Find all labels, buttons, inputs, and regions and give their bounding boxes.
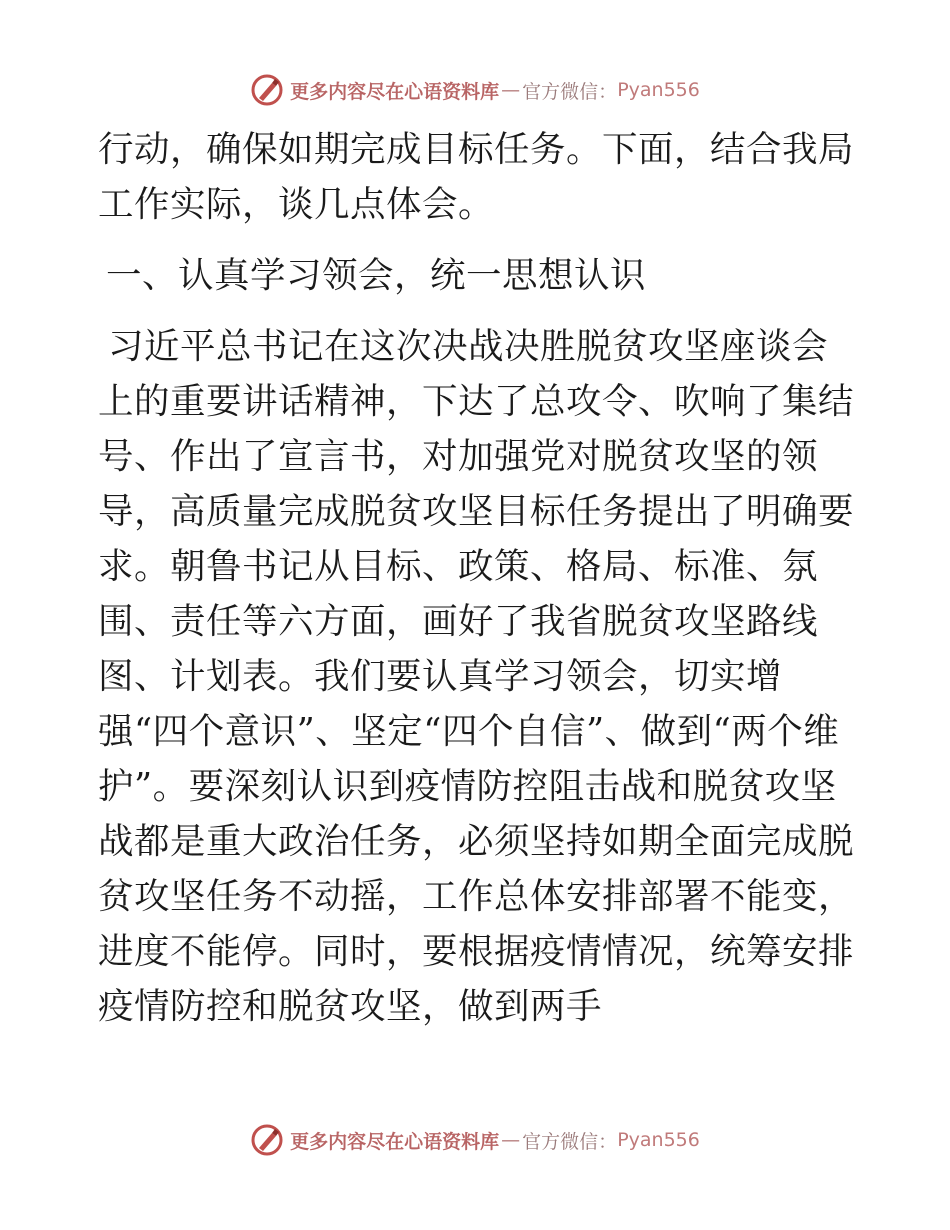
footer-watermark — [0, 1120, 950, 1160]
paragraph-main: 习近平总书记在这次决战决胜脱贫攻坚座谈会上的重要讲话精神，下达了总攻令、吹响了集结号、作出了宣言书，对加强党对脱贫攻坚的领导，高质量完成脱贫攻坚目标任务提出了明确要求。朝鲁书记从目标、政策、格局、标准、氛围、责任等六方面，画好了我省脱贫攻坚路线图、计划表。我们要认真学习领会，切实增强“四个意识”、坚定“四个自信”、做到“两个维护”。要深刻认识到疫情防控阻击战和脱贫攻坚战都是重大政治任务，必须坚持如期全面完成脱贫攻坚任务不动摇，工作总体安排部署不能变，进度不能停。同时，要根据疫情情况，统筹安排疫情防控和脱贫攻坚，做到两手 — [98, 326, 855, 1027]
watermark-dash: — — [501, 79, 521, 101]
watermark-brand: 更多内容尽在心语资料库 — [290, 80, 500, 103]
watermark-wechat-id: Pyan556 — [617, 1129, 700, 1151]
watermark-dash: — — [501, 1129, 521, 1151]
section-heading: 一、认真学习领会，统一思想认识 — [106, 255, 647, 296]
pen-seal-icon — [250, 73, 284, 107]
paragraph-intro: 行动，确保如期完成目标任务。下面，结合我局工作实际，谈几点体会。 — [98, 129, 855, 225]
watermark-wechat-label: 官方微信： — [522, 80, 618, 103]
pen-seal-icon — [250, 1123, 284, 1157]
watermark-brand: 更多内容尽在心语资料库 — [290, 1130, 500, 1153]
watermark-wechat-id: Pyan556 — [617, 79, 700, 101]
watermark-wechat-label: 官方微信： — [522, 1130, 618, 1153]
header-watermark — [0, 70, 950, 110]
document-body — [98, 122, 858, 1034]
